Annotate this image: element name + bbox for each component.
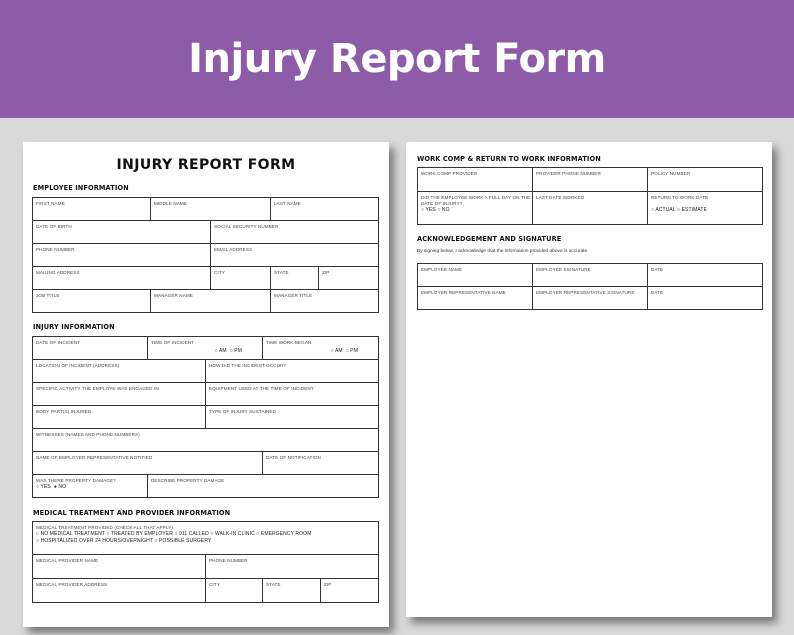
injury-info-table [32,336,379,498]
time-work-began-label: TIME WORK BEGAN [266,340,312,345]
full-day-label: DID THE EMPLOYEE WORK A FULL DAY ON THE DATE OF INJURY? [421,195,531,207]
middle-name-field[interactable]: MIDDLE NAME [151,198,271,221]
rep-signature-field[interactable]: EMPLOYER REPRESENTATIVE SIGNATURE [533,287,648,310]
city-field[interactable]: CITY [211,267,271,290]
return-date-label: RETURN TO WORK DATE [651,195,709,200]
injury-section-heading: INJURY INFORMATION [33,323,115,331]
provider-zip-field[interactable]: ZIP [321,579,379,603]
location-field[interactable]: LOCATION OF INCIDENT (ADDRESS) [33,360,206,383]
full-day-options[interactable]: ○ YES ○ NO [421,207,450,214]
treatment-field[interactable] [33,522,379,555]
banner-title: Injury Report Form [188,36,606,82]
first-name-field[interactable]: FIRST NAME [33,198,151,221]
banner [0,0,794,118]
medical-section-heading: MEDICAL TREATMENT AND PROVIDER INFORMATION [33,509,231,517]
treatment-label: MEDICAL TREATMENT PROVIDED (CHECK ALL THAT APPLY) [36,525,173,530]
wc-provider-field[interactable]: WORK COMP PROVIDER [418,168,533,192]
rep-name-field[interactable]: EMPLOYER REPRESENTATIVE NAME [418,287,533,310]
return-date-field[interactable] [648,192,763,225]
workcomp-section-heading: WORK COMP & RETURN TO WORK INFORMATION [417,155,601,163]
policy-number-field[interactable]: POLICY NUMBER [648,168,763,192]
damage-no-radio[interactable]: ● NO [53,484,67,491]
mailing-address-field[interactable]: MAILING ADDRESS [33,267,211,290]
injury-type-field[interactable]: TYPE OF INJURY SUSTAINED [206,406,379,429]
damage-yes-radio[interactable]: ○ YES [36,484,51,491]
pm-radio[interactable]: ○ PM [229,348,242,355]
provider-phone-field[interactable]: PHONE NUMBER [206,555,379,579]
am-radio[interactable]: ○ AM [214,348,227,355]
ack-text: By signing below, I acknowledge that the information provided above is accurate. [417,249,589,254]
employee-signature-field[interactable]: EMPLOYEE SIGNATURE [533,264,648,287]
body-parts-field[interactable]: BODY PART(S) INJURED [33,406,206,429]
employee-name-field[interactable]: EMPLOYEE NAME [418,264,533,287]
workcomp-table [417,167,763,225]
ack-section-heading: ACKNOWLEDGEMENT AND SIGNATURE [417,235,562,243]
state-field[interactable]: STATE [271,267,319,290]
last-date-field[interactable]: LAST DATE WORKED [533,192,648,225]
full-day-field[interactable] [418,192,533,225]
job-title-field[interactable]: JOB TITLE [33,290,151,313]
date-notification-field[interactable]: DATE OF NOTIFICATION [263,452,379,475]
email-field[interactable]: EMAIL ADDRESS [211,244,379,267]
provider-city-field[interactable]: CITY [206,579,263,603]
work-am-radio[interactable]: ○ AM [330,348,343,355]
activity-field[interactable]: SPECIFIC ACTIVITY THE EMPLOYE WAS ENGAGED IN [33,383,206,406]
form-page-1 [23,142,389,627]
provider-address-field[interactable]: MEDICAL PROVIDER ADDRESS [33,579,206,603]
manager-title-field[interactable]: MANAGER TITLE [271,290,379,313]
rep-date-field[interactable]: DATE [648,287,763,310]
treatment-options-line1[interactable]: ○ NO MEDICAL TREATMENT ○ TREATED BY EMPLOYER ○ 911 CALLED ○ WALK-IN CLINIC ○ EMERGENCY ROOM [36,531,312,538]
zip-field[interactable]: ZIP [319,267,379,290]
property-damage-label: WAS THERE PROPERTY DAMAGE? [36,478,116,483]
medical-info-table [32,521,379,603]
date-of-incident-field[interactable]: DATE OF INCIDENT [33,337,148,360]
signature-table [417,263,763,310]
how-occurred-field[interactable]: HOW DID THE INCIDENT OCCUR? [206,360,379,383]
manager-name-field[interactable]: MANAGER NAME [151,290,271,313]
employee-section-heading: EMPLOYEE INFORMATION [33,184,129,192]
form-title: INJURY REPORT FORM [116,157,296,173]
dob-field[interactable]: DATE OF BIRTH [33,221,211,244]
phone-field[interactable]: PHONE NUMBER [33,244,211,267]
time-work-began-field[interactable] [263,337,379,360]
time-of-incident-field[interactable] [148,337,263,360]
provider-name-field[interactable]: MEDICAL PROVIDER NAME [33,555,206,579]
employee-info-table [32,197,379,313]
rep-notified-field[interactable]: NAME OF EMPLOYER REPRESENTATIVE NOTIFIED [33,452,263,475]
last-name-field[interactable]: LAST NAME [271,198,379,221]
provider-state-field[interactable]: STATE [263,579,321,603]
describe-damage-field[interactable]: DESCRIBE PROPERTY DAMAGE [148,475,379,498]
equipment-field[interactable]: EQUIPMENT USED AT THE TIME OF INCIDENT [206,383,379,406]
form-page-2 [406,142,772,617]
provider-phone-field[interactable]: PROVIDER PHONE NUMBER [533,168,648,192]
work-pm-radio[interactable]: ○ PM [345,348,358,355]
property-damage-field[interactable] [33,475,148,498]
employee-date-field[interactable]: DATE [648,264,763,287]
return-options[interactable]: ○ ACTUAL ○ ESTIMATE [651,207,708,214]
treatment-options-line2[interactable]: ○ HOSPITALIZED OVER 24 HOURS/OVERNIGHT ○ POSSIBLE SURGERY [36,537,212,544]
ssn-field[interactable]: SOCIAL SECURITY NUMBER [211,221,379,244]
time-of-incident-label: TIME OF INCIDENT [151,340,195,345]
witnesses-field[interactable]: WITNESSES (NAMES AND PHONE NUMBERS) [33,429,379,452]
